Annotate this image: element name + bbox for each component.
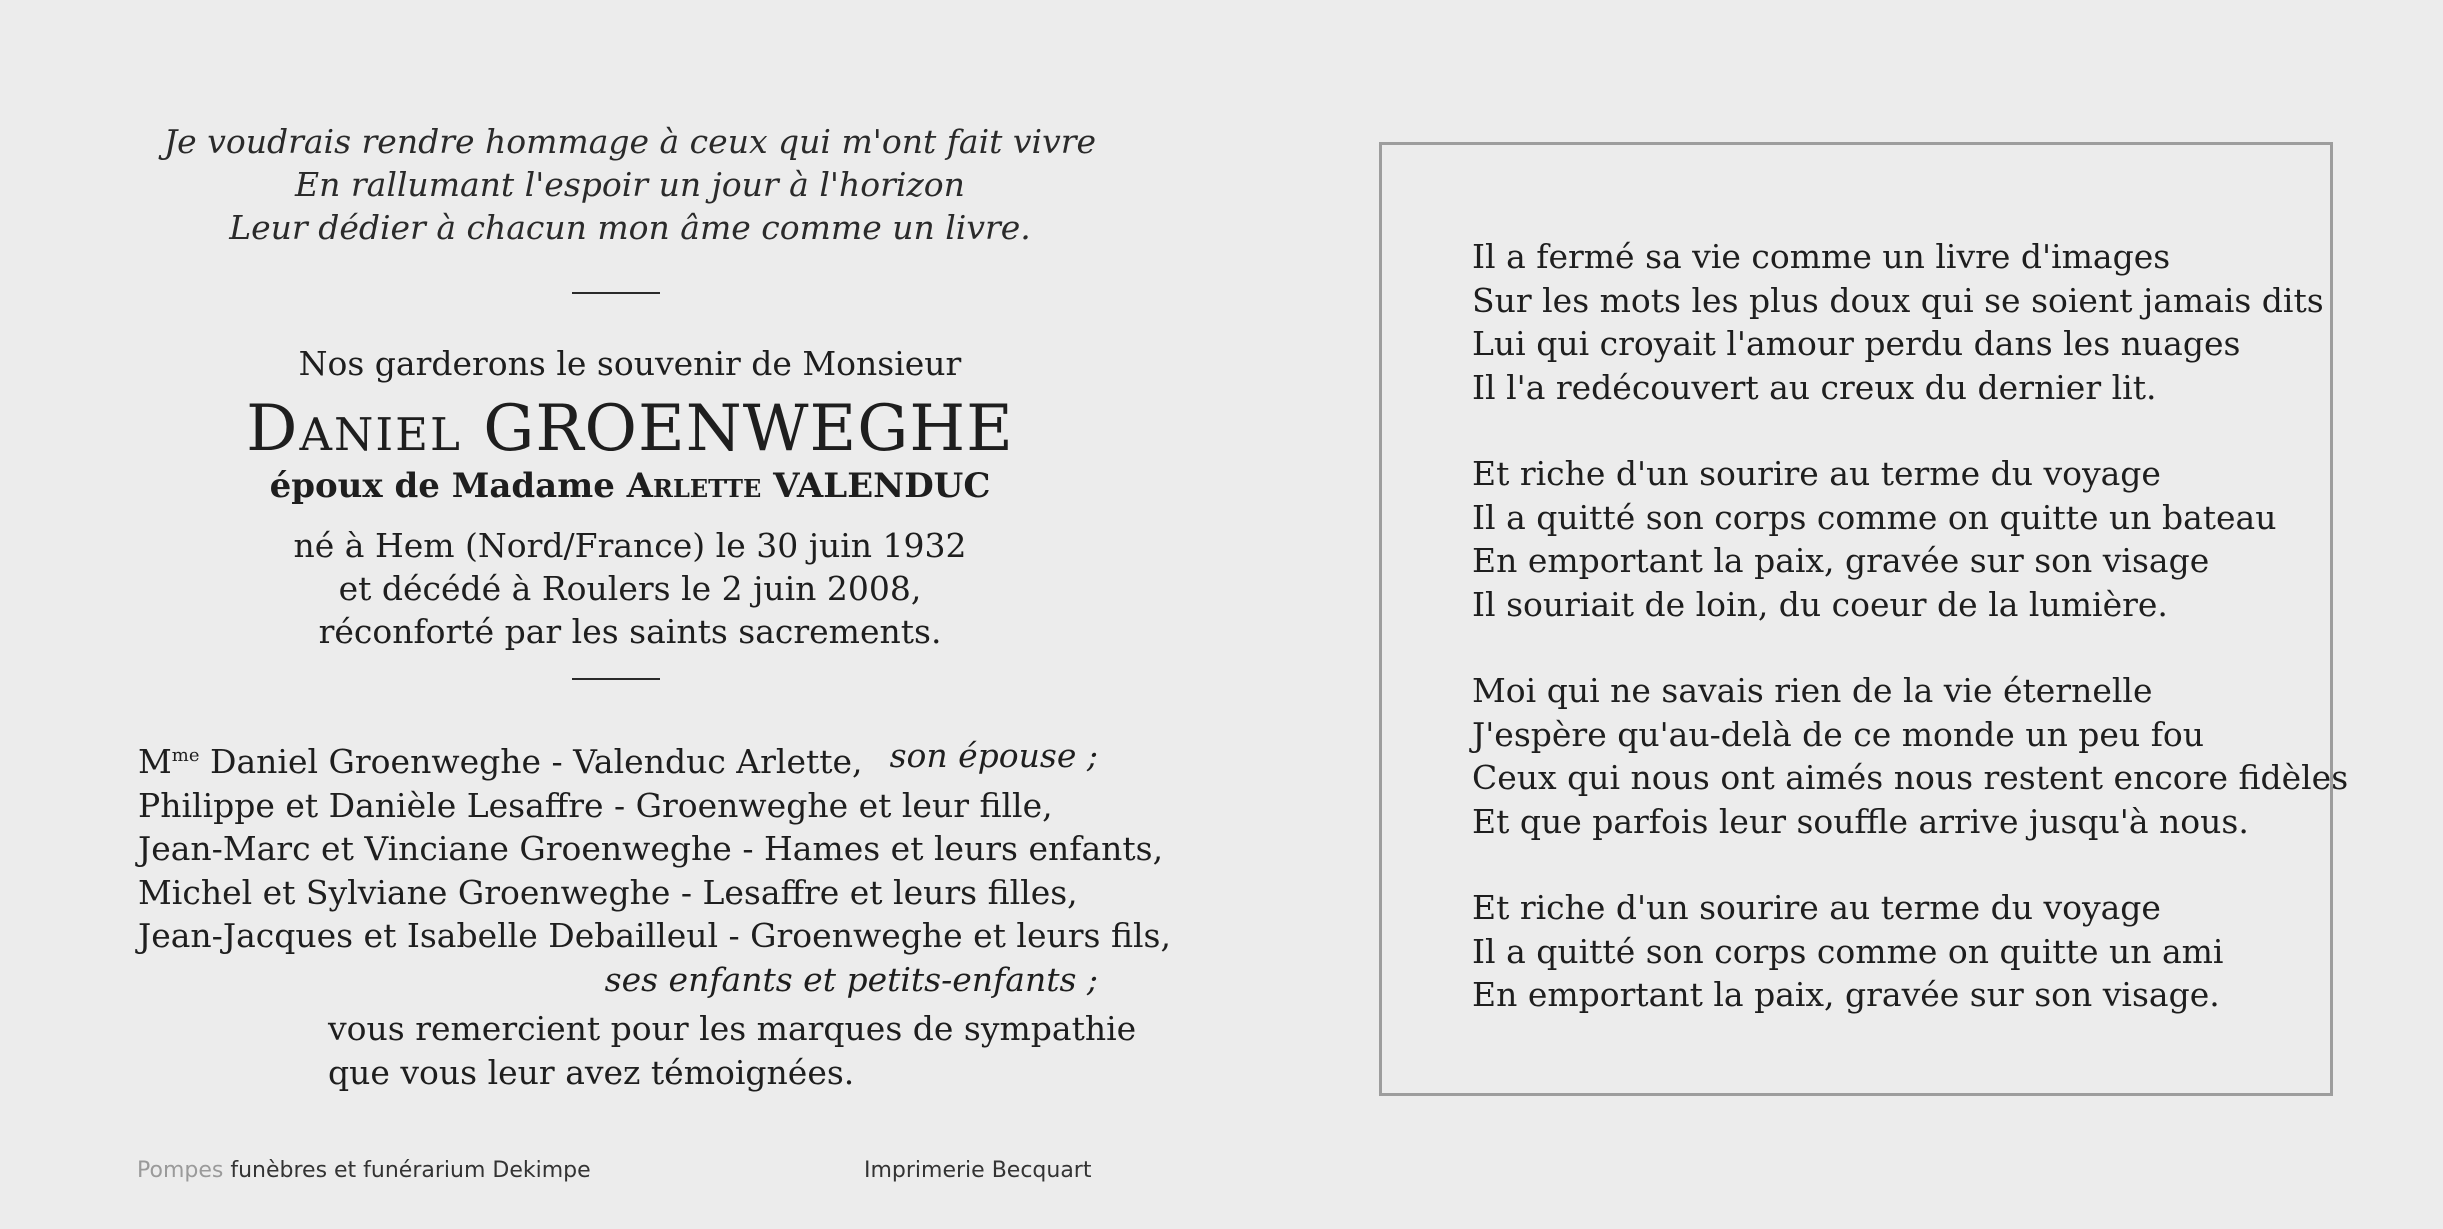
funeral-home-faded: Pompes [137, 1158, 224, 1183]
family-line-spouse [138, 734, 1098, 784]
poem-line: Il a fermé sa vie comme un livre d'images [1472, 237, 2171, 276]
date-line: né à Hem (Nord/France) le 30 juin 1932 [293, 526, 967, 565]
deceased-name [130, 392, 1130, 466]
family-line: Philippe et Danièle Lesaffre - Groenweghe et leur fille, [138, 785, 1053, 825]
family-line: Jean-Jacques et Isabelle Debailleul - Groenweghe et leurs fils, [138, 916, 1171, 955]
poem-line: Et riche d'un sourire au terme du voyage [1472, 888, 2161, 927]
children-role: ses enfants et petits-enfants ; [604, 959, 1098, 999]
thanks-text [328, 1007, 1136, 1094]
spouse-prefix: époux de Madame [269, 466, 615, 506]
date-line: réconforté par les saints sacrements. [318, 612, 942, 651]
funeral-home-credit [137, 1158, 591, 1183]
thanks-line: vous remercient pour les marques de sympathie [328, 1009, 1137, 1048]
intro-line: En rallumant l'espoir un jour à l'horizon [295, 165, 965, 204]
announcement: Nos garderons le souvenir de Monsieur [298, 344, 962, 383]
poem-line: Ceux qui nous ont aimés nous restent encore fidèles [1472, 758, 2349, 797]
spouse-last-name: VALENDUC [773, 466, 991, 506]
poem-line: En emportant la paix, gravée sur son visage. [1472, 975, 2220, 1014]
spouse-first-name: Arlette [626, 466, 762, 506]
date-line: et décédé à Roulers le 2 juin 2008, [338, 569, 922, 608]
poem-line: Et riche d'un sourire au terme du voyage [1472, 454, 2161, 493]
funeral-home-name: funèbres et funérarium Dekimpe [223, 1158, 591, 1183]
poem-line: Sur les mots les plus doux qui se soient jamais dits [1472, 280, 2324, 320]
spouse-title-sup: me [171, 745, 200, 766]
family-line: Michel et Sylviane Groenweghe - Lesaffre et leurs filles, [138, 872, 1078, 912]
divider [572, 292, 660, 294]
poem-stanza [1472, 452, 2348, 626]
intro-line: Leur dédier à chacun mon âme comme un livre. [229, 208, 1031, 247]
spouse-line [130, 466, 1130, 506]
family-list [138, 734, 1171, 1001]
thanks-line: que vous leur avez témoignées. [328, 1052, 855, 1092]
family-line: Jean-Marc et Vinciane Groenweghe - Hames et leurs enfants, [138, 829, 1164, 868]
divider [572, 678, 660, 680]
poem-line: En emportant la paix, gravée sur son visage [1472, 541, 2210, 580]
deceased-first-name: Daniel [246, 392, 462, 466]
deceased-last-name: GROENWEGHE [483, 392, 1014, 466]
birth-death-info [130, 524, 1130, 653]
spouse-title: M [138, 742, 172, 781]
spouse-name: Daniel Groenweghe - Valenduc Arlette, [199, 742, 863, 781]
poem-stanza [1472, 886, 2348, 1017]
poem-line: Moi qui ne savais rien de la vie éternelle [1472, 671, 2153, 710]
poem-line: Lui qui croyait l'amour perdu dans les nuages [1472, 324, 2241, 363]
poem-line: Il a quitté son corps comme on quitte un bateau [1472, 497, 2277, 537]
poem [1472, 235, 2348, 1060]
spouse-role: son épouse ; [889, 736, 1098, 775]
printer-credit: Imprimerie Becquart [864, 1158, 1092, 1183]
poem-stanza [1472, 235, 2348, 409]
poem-line: J'espère qu'au-delà de ce monde un peu fou [1472, 714, 2205, 754]
poem-line: Et que parfois leur souffle arrive jusqu'à nous. [1472, 801, 2249, 841]
poem-line: Il souriait de loin, du coeur de la lumière. [1472, 584, 2168, 624]
intro-verse [130, 120, 1130, 249]
poem-stanza [1472, 669, 2348, 843]
poem-line: Il a quitté son corps comme on quitte un ami [1472, 931, 2224, 971]
poem-line: Il l'a redécouvert au creux du dernier lit. [1472, 367, 2157, 407]
intro-line: Je voudrais rendre hommage à ceux qui m'ont fait vivre [163, 122, 1097, 161]
